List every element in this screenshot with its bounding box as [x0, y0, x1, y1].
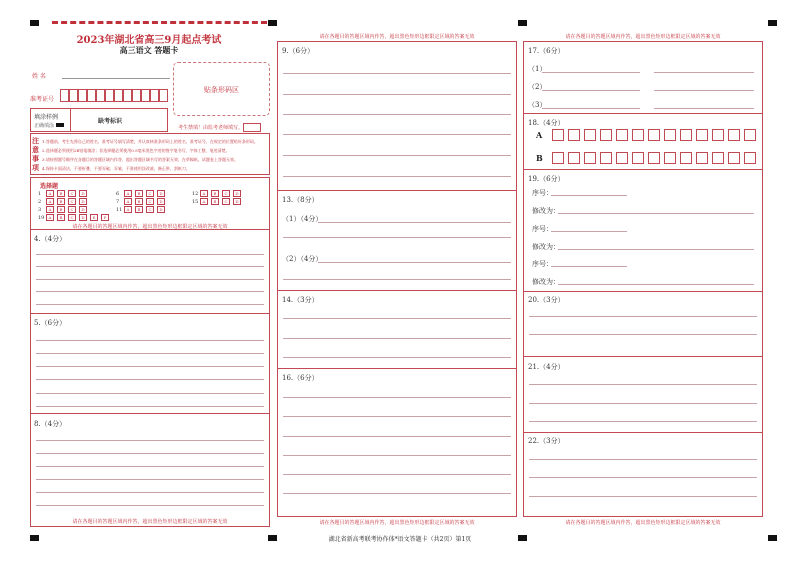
question-19-seq-label: 序号：	[532, 260, 553, 268]
barcode-label: 贴条形码区	[204, 86, 239, 94]
absent-note: 考生禁填！由监考老师填写。	[178, 125, 244, 131]
bubble[interactable]: B	[57, 198, 65, 205]
question-13-part1-label: （1）（4分）	[282, 215, 323, 223]
bubble[interactable]: C	[222, 198, 230, 205]
divider	[30, 413, 270, 414]
notice-text: 请在各题目的答题区域内作答，超出黑色矩形边框限定区域的答案无效	[319, 34, 475, 40]
filled-sample-mark	[56, 123, 64, 127]
timing-mark	[30, 535, 39, 541]
bubble[interactable]: A	[46, 206, 54, 213]
notes-label: 注意事项	[32, 136, 39, 172]
choice-row: 11 A B C D	[116, 206, 168, 214]
question-19-fix-label: 修改为：	[532, 243, 560, 251]
notes-item: 4.保持卡面清洁，不要折叠，不要弄破、弄皱，不准使用涂改液、修正带、刮纸刀。	[42, 166, 190, 171]
bubble[interactable]: D	[233, 190, 241, 197]
bubble[interactable]: A	[46, 190, 54, 197]
question-4-label: 4.（4分）	[34, 235, 67, 243]
question-8-label: 8.（4分）	[34, 420, 67, 428]
question-9-label: 9.（6分）	[282, 47, 315, 55]
bubble[interactable]: D	[157, 206, 165, 213]
question-19-fix-label: 修改为：	[532, 207, 560, 215]
bubble[interactable]: B	[211, 190, 219, 197]
bubble[interactable]: B	[57, 214, 65, 221]
question-5-label: 5.（6分）	[34, 319, 67, 327]
question-18-label: 18.（4分）	[528, 119, 565, 127]
page-subtitle: 高三语文 答题卡	[119, 45, 179, 55]
notes-item: 3.请按照题号顺序在各题目的答题区域内作答，超出答题区域书写的答案无效；在草稿纸、试题卷上答题无效。	[42, 157, 238, 162]
divider	[523, 432, 763, 433]
choice-row: 2 A B C D	[38, 198, 112, 206]
choice-row: 15 A B C D	[192, 198, 244, 206]
bubble[interactable]: D	[79, 214, 87, 221]
choice-group-2	[116, 190, 168, 214]
question-17-item-label: （1）	[528, 65, 547, 73]
notes-list	[42, 137, 267, 173]
divider	[277, 190, 517, 191]
sample-label: 填涂样例	[34, 114, 59, 121]
bubble[interactable]: C	[68, 190, 76, 197]
notice-text: 请在各题目的答题区域内作答，超出黑色矩形边框限定区域的答案无效	[565, 520, 721, 526]
bubble[interactable]: C	[68, 198, 76, 205]
choice-row: 3 A B C D	[38, 206, 112, 214]
question-20-label: 20.（3分）	[528, 296, 565, 304]
choice-row: 19 A B C D E F	[38, 214, 112, 222]
name-field[interactable]	[62, 78, 170, 79]
bubble[interactable]: B	[57, 206, 65, 213]
notes-item: 2.选择题必须使用2B铅笔填涂；非选择题必须使用0.5毫米黑色字迹的签字笔书写，字体工整、笔迹清楚。	[42, 148, 230, 153]
bubble[interactable]: C	[146, 190, 154, 197]
sample-sub-label: 正确填涂	[34, 123, 55, 129]
notice-text: 请在各题目的答题区域内作答，超出黑色矩形边框限定区域的答案无效	[72, 224, 228, 230]
question-19-seq-line[interactable]	[551, 231, 627, 232]
choice-row: 7 A B C D	[116, 198, 168, 206]
bubble[interactable]: D	[79, 206, 87, 213]
bubble[interactable]: D	[157, 198, 165, 205]
absent-label: 缺考标识	[98, 118, 123, 125]
question-19-seq-label: 序号：	[532, 189, 553, 197]
divider	[277, 290, 517, 291]
timing-mark	[518, 20, 527, 26]
timing-mark	[30, 20, 39, 26]
question-13-label: 13.（8分）	[282, 196, 319, 204]
divider	[523, 291, 763, 292]
timing-mark	[768, 20, 777, 26]
top-dashed-bar	[52, 21, 267, 24]
divider	[30, 313, 270, 314]
notice-text: 请在各题目的答题区域内作答，超出黑色矩形边框限定区域的答案无效	[72, 519, 228, 525]
question-19-fix-line[interactable]	[558, 213, 754, 214]
choice-row: 12 A B C D	[192, 190, 244, 198]
question-19-seq-line[interactable]	[551, 195, 627, 196]
question-19-seq-label: 序号：	[532, 225, 553, 233]
bubble[interactable]: D	[157, 190, 165, 197]
bubble[interactable]: B	[135, 198, 143, 205]
bubble[interactable]: A	[200, 190, 208, 197]
question-17-label: 17.（6分）	[528, 47, 565, 55]
divider	[523, 113, 763, 114]
divider	[523, 169, 763, 170]
question-17-item-label: （3）	[528, 101, 547, 109]
notes-item: 1.答题前，考生先将自己的姓名、准考证号填写清楚，并认真核准条形码上的姓名、准考证号，在规定的位置贴好条形码。	[42, 139, 258, 144]
question-18-a-label: A	[536, 130, 543, 140]
notice-text: 请在各题目的答题区域内作答，超出黑色矩形边框限定区域的答案无效	[565, 34, 721, 40]
timing-mark	[768, 535, 777, 541]
bubble[interactable]: A	[46, 198, 54, 205]
page-title: 2023年湖北省高三9月起点考试	[76, 35, 222, 46]
absent-checkbox[interactable]	[243, 123, 261, 132]
bubble[interactable]: A	[124, 198, 132, 205]
bubble[interactable]: B	[135, 190, 143, 197]
bubble[interactable]: B	[211, 198, 219, 205]
question-19-seq-line[interactable]	[551, 266, 627, 267]
divider	[30, 229, 270, 230]
question-19-label: 19.（6分）	[528, 175, 565, 183]
divider	[277, 368, 517, 369]
notice-text: 请在各题目的答题区域内作答，超出黑色矩形边框限定区域的答案无效	[319, 520, 475, 526]
bubble[interactable]: D	[79, 190, 87, 197]
bubble[interactable]: A	[200, 198, 208, 205]
bubble[interactable]: D	[79, 198, 87, 205]
divider	[523, 356, 763, 357]
choice-group-1	[38, 190, 112, 222]
bubble[interactable]: D	[233, 198, 241, 205]
divider	[70, 108, 71, 132]
id-label: 准考证号	[30, 96, 55, 103]
bubble[interactable]: C	[222, 190, 230, 197]
bubble[interactable]: F	[101, 214, 109, 221]
question-14-label: 14.（3分）	[282, 296, 319, 304]
question-18-b-label: B	[536, 153, 543, 163]
bubble[interactable]: B	[57, 190, 65, 197]
choice-row: 1 A B C D	[38, 190, 112, 198]
question-13-part2-label: （2）（4分）	[282, 255, 323, 263]
question-19-fix-line[interactable]	[558, 284, 754, 285]
question-22-label: 22.（3分）	[528, 437, 565, 445]
timing-mark	[268, 20, 277, 26]
question-21-label: 21.（4分）	[528, 363, 565, 371]
question-19-fix-label: 修改为：	[532, 278, 560, 286]
question-17-item-label: （2）	[528, 83, 547, 91]
bubble[interactable]: C	[68, 206, 76, 213]
bubble[interactable]: E	[90, 214, 98, 221]
bubble[interactable]: A	[46, 214, 54, 221]
page-footer: 湖北省新高考联考协作体*语文答题卡（共2页）第1页	[328, 536, 472, 543]
name-label: 姓 名	[32, 73, 46, 80]
bubble[interactable]: C	[146, 198, 154, 205]
choice-title: 选择题	[40, 183, 59, 190]
question-19-fix-line[interactable]	[558, 249, 754, 250]
bubble[interactable]: C	[68, 214, 76, 221]
choice-row: 6 A B C D	[116, 190, 168, 198]
bubble[interactable]: C	[146, 206, 154, 213]
bubble[interactable]: B	[135, 206, 143, 213]
bubble[interactable]: A	[124, 206, 132, 213]
choice-group-3	[192, 190, 244, 206]
question-16-label: 16.（6分）	[282, 374, 319, 382]
bubble[interactable]: A	[124, 190, 132, 197]
